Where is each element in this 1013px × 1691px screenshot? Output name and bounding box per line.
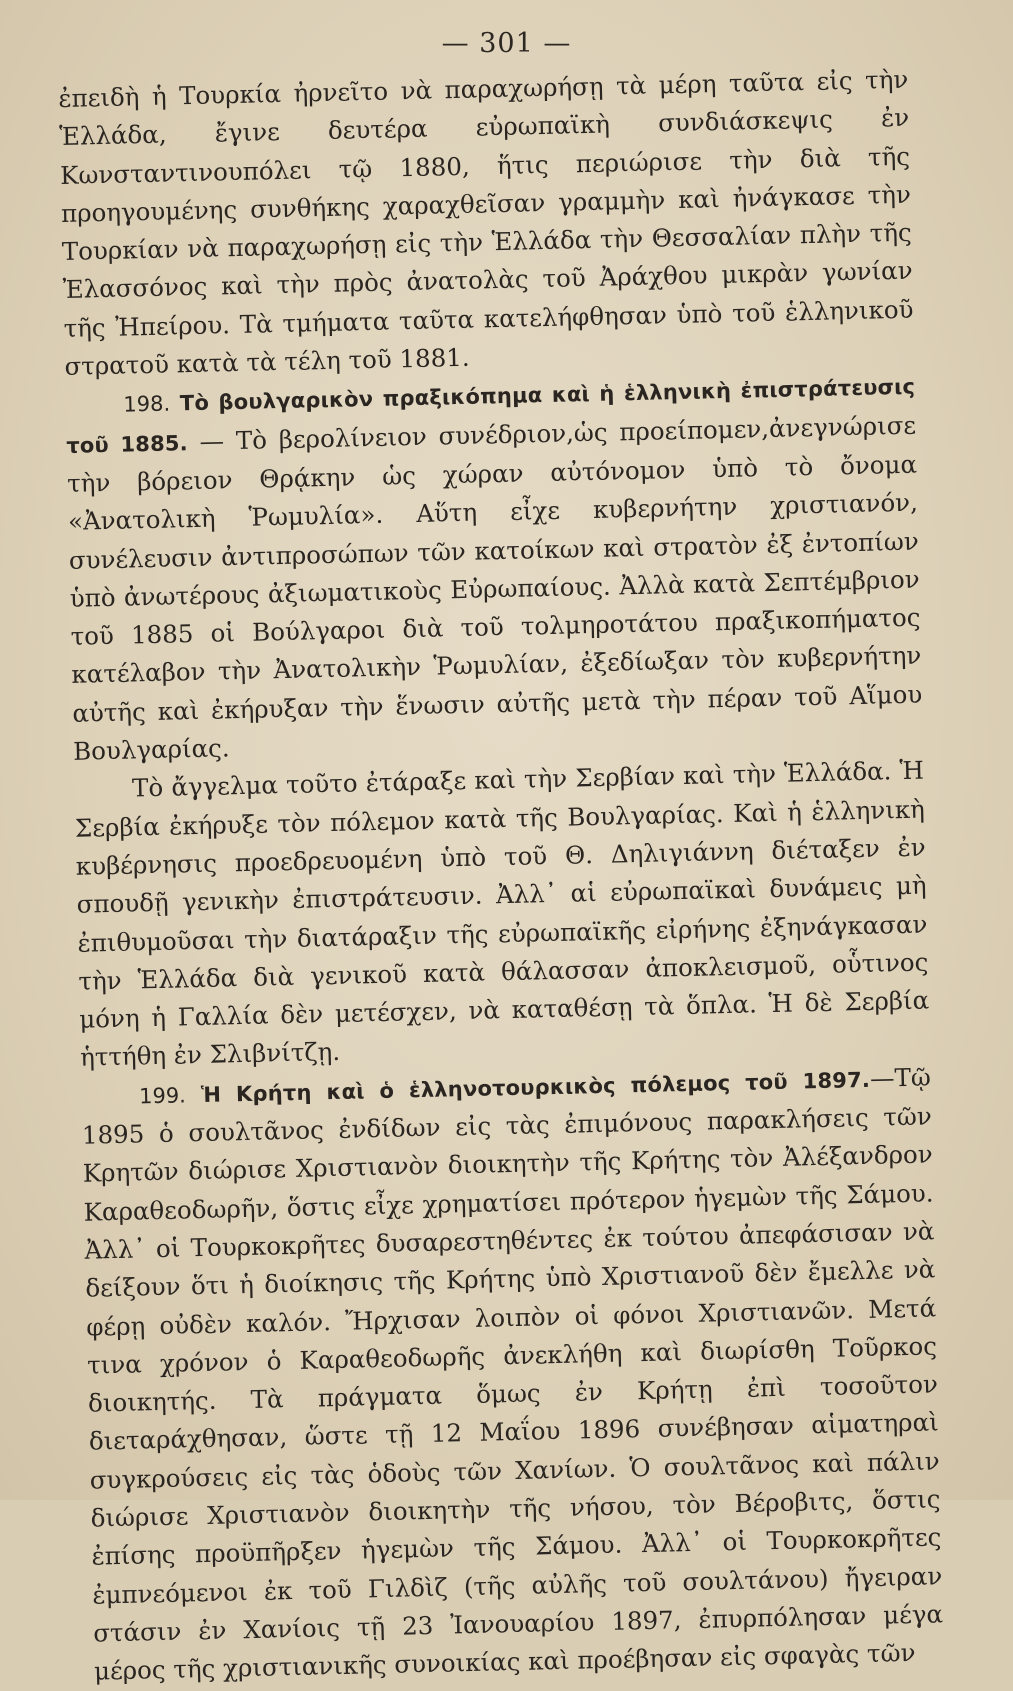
section-198 xyxy=(65,367,924,771)
paragraph-continuation: ἐπειδὴ ἡ Τουρκία ἠρνεῖτο νὰ παραχωρήσῃ τὰ μέρη ταῦτα εἰς τὴν Ἑλλάδα, ἔγινε δευτέρα εὐρωπαϊκὴ συνδιάσκεψις ἐν Κωνσταντινουπόλει τῷ 1880, ἥτις περιώρισε τὴν διὰ τῆς προηγουμένης συνθήκης χαραχθεῖσαν γραμμὴν καὶ ἠνάγκασε τὴν Τουρκίαν νὰ παραχωρήσῃ εἰς τὴν Ἑλλάδα τὴν Θεσσαλίαν πλὴν τῆς Ἐλασσόνος καὶ τὴν πρὸς ἀνατολὰς τοῦ Ἀράχθου μικρὰν γωνίαν τῆς Ἠπείρου. Τὰ τμήματα ταῦτα κατελήφθησαν ὑπὸ τοῦ ἑλληνικοῦ στρατοῦ κατὰ τὰ τέλη τοῦ 1881. xyxy=(58,64,914,382)
page-number: — 301 — xyxy=(441,28,572,59)
section-199-body: —Τῷ 1895 ὁ σουλτᾶνος ἐνδίδων εἰς τὰς ἐπιμόνους παρακλήσεις τῶν Κρητῶν διώρισε Χριστιανὸν διοικητὴν τῆς Κρήτης τὸν Ἀλέξανδρον Καραθεοδωρῆν, ὅστις εἶχε χρηματίσει πρότερον ἡγεμὼν τῆς Σάμου. Ἀλλ᾽ οἱ Τουρκοκρῆτες δυσαρεστηθέντες ἐκ τούτου ἀπεφάσισαν νὰ δείξουν ὅτι ἡ διοίκησις τῆς Κρήτης ὑπὸ Χριστιανοῦ δὲν ἔμελλε νὰ φέρῃ οὐδὲν καλόν. Ἤρχισαν λοιπὸν οἱ φόνοι Χριστιανῶν. Μετά τινα χρόνον ὁ Καραθεοδωρῆς ἀνεκλήθη καὶ διωρίσθη Τοῦρκος διοικητής. Τὰ πράγματα ὅμως ἐν Κρήτῃ ἐπὶ τοσοῦτον διεταράχθησαν, ὥστε τῇ 12 Μαΐου 1896 συνέβησαν αἱματηραὶ συγκρούσεις εἰς τὰς ὁδοὺς τῶν Χανίων. Ὁ σουλτᾶνος καὶ πάλιν διώρισε Χριστιανὸν διοικητὴν τῆς νήσου, τὸν Βέροβιτς, ὅστις ἐπίσης προϋπῆρξεν ἡγεμὼν τῆς Σάμου. Ἀλλ᾽ οἱ Τουρκοκρῆτες ἐμπνεόμενοι ἐκ τοῦ Γιλδὶζ (τῆς αὐλῆς τοῦ σουλτάνου) ἤγειραν στάσιν ἐν Χανίοις τῇ 23 Ἰανουαρίου 1897, ἐπυρπόλησαν μέγα μέρος τῆς χριστιανικῆς συνοικίας καὶ προέβησαν εἰς σφαγὰς τῶν xyxy=(81,1062,944,1686)
section-198-body: — Τὸ βερολίνειον συνέδριον,ὡς προείπομεν,ἀνεγνώρισε τὴν βόρειον Θρᾴκην ὡς χώραν αὐτόνομον ὑπὸ τὸ ὄνομα «Ἀνατολικὴ Ῥωμυλία». Αὕτη εἶχε κυβερνήτην χριστιανόν, συνέλευσιν ἀντιπροσώπων τῶν κατοίκων καὶ στρατὸν ἐξ ἐντοπίων ὑπὸ ἀνωτέρους ἀξιωματικοὺς Εὐρωπαίους. Ἀλλὰ κατὰ Σεπτέμβριον τοῦ 1885 οἱ Βούλγαροι διὰ τοῦ τολμηροτάτου πραξικοπήματος κατέλαβον τὴν Ἀνατολικὴν Ῥωμυλίαν, ἐξεδίωξαν τὸν κυβερνήτην αὐτῆς καὶ ἐκήρυξαν τὴν ἕνωσιν αὐτῆς μετὰ τὴν πέραν τοῦ Αἵμου Βουλγαρίας. xyxy=(66,410,923,766)
section-199-title: Ἡ Κρήτη καὶ ὁ ἑλληνοτουρκικὸς πόλεμος τοῦ 1897. xyxy=(200,1067,871,1107)
section-199 xyxy=(81,1058,945,1691)
body-text xyxy=(58,61,944,1691)
section-198-title: Τὸ βουλγαρικὸν πραξικόπημα καὶ ἡ ἑλληνικὴ ἐπιστράτευσις τοῦ 1885. xyxy=(66,375,916,458)
paragraph-serbia-greece: Τὸ ἄγγελμα τοῦτο ἐτάραξε καὶ τὴν Σερβίαν καὶ τὴν Ἑλλάδα. Ἡ Σερβία ἐκήρυξε τὸν πόλεμον κατὰ τῆς Βουλγαρίας. Καὶ ἡ ἑλληνικὴ κυβέρνησις προεδρευομένη ὑπὸ τοῦ Θ. Δηλιγιάννη διέταξεν ἐν σπουδῇ γενικὴν ἐπιστράτευσιν. Ἀλλ᾽ αἱ εὐρωπαϊκαὶ δυνάμεις μὴ ἐπιθυμοῦσαι τὴν διατάραξιν τῆς εὐρωπαϊκῆς εἰρήνης ἐξηνάγκασαν τὴν Ἑλλάδα διὰ γενικοῦ κατὰ θάλασσαν ἀποκλεισμοῦ, οὗτινος μόνη ἡ Γαλλία δὲν μετέσχεν, νὰ καταθέσῃ τὰ ὅπλα. Ἡ δὲ Σερβία ἡττήθη ἐν Σλιβνίτζῃ. xyxy=(74,755,930,1073)
section-198-number: 198. xyxy=(123,391,171,417)
section-199-number: 199. xyxy=(138,1083,187,1109)
